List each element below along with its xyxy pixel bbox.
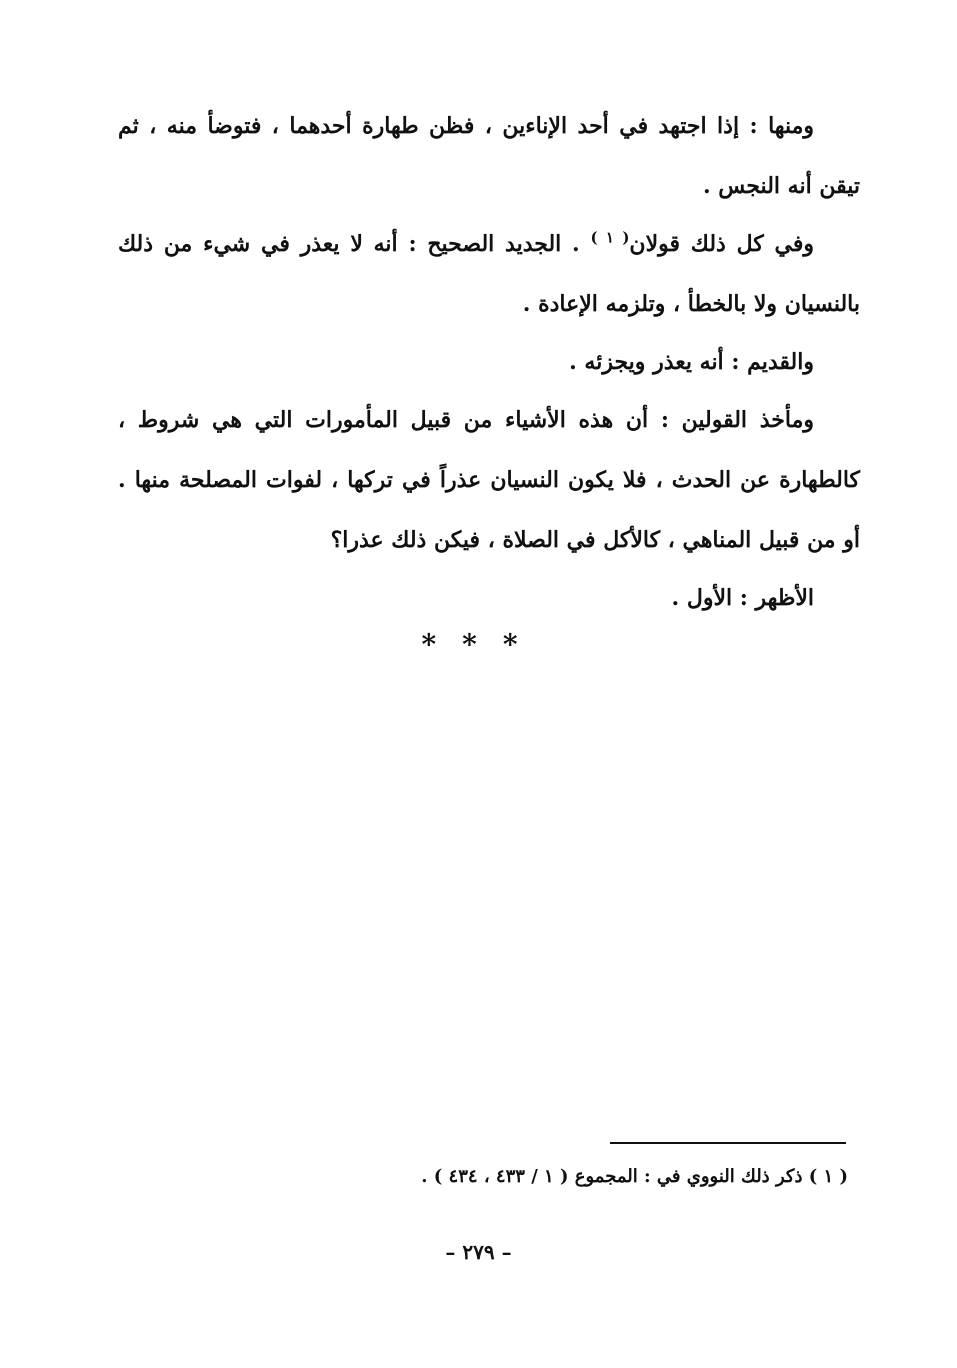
asterisk-3: * bbox=[502, 628, 536, 661]
paragraph-2-start: وفي كل ذلك قولان bbox=[629, 231, 814, 257]
paragraph-1: ومنها : إذا اجتهد في أحد الإناءين ، فظن طهارة أحدهما ، فتوضأ منه ، ثم تيقن أنه النجس . bbox=[118, 113, 860, 199]
asterisk-1: * bbox=[421, 628, 455, 661]
page-number: – ٢٧٩ – bbox=[445, 1240, 512, 1264]
paragraph-4: ومأخذ القولين : أن هذه الأشياء من قبيل المأمورات التي هي شروط ، كالطهارة عن الحدث ، فلا يكون النسيان عذراً في تركها ، لفوات المصلحة منها . أو من قبيل المناهي ، كالأكل في الصلاة ، فيكن ذلك عذرا؟ bbox=[118, 407, 860, 553]
paragraph-2 bbox=[118, 214, 860, 334]
main-text bbox=[118, 96, 860, 626]
paragraph-5: الأظهر : الأول . bbox=[671, 585, 814, 611]
section-separator bbox=[0, 628, 957, 661]
footnote: ( ١ ) ذكر ذلك النووي في : المجموع ( ١ / ٤٣٣ ، ٤٣٤ ) . bbox=[421, 1166, 848, 1187]
footnote-reference: ( ١ ) bbox=[590, 228, 630, 247]
footnote-divider bbox=[610, 1142, 846, 1144]
paragraph-3: والقديم : أنه يعذر ويجزئه . bbox=[569, 349, 814, 375]
paragraph-2-rest: . الجديد الصحيح : أنه لا يعذر في شيء من ذلك بالنسيان ولا بالخطأ ، وتلزمه الإعادة . bbox=[118, 231, 860, 317]
asterisk-2: * bbox=[462, 628, 495, 661]
